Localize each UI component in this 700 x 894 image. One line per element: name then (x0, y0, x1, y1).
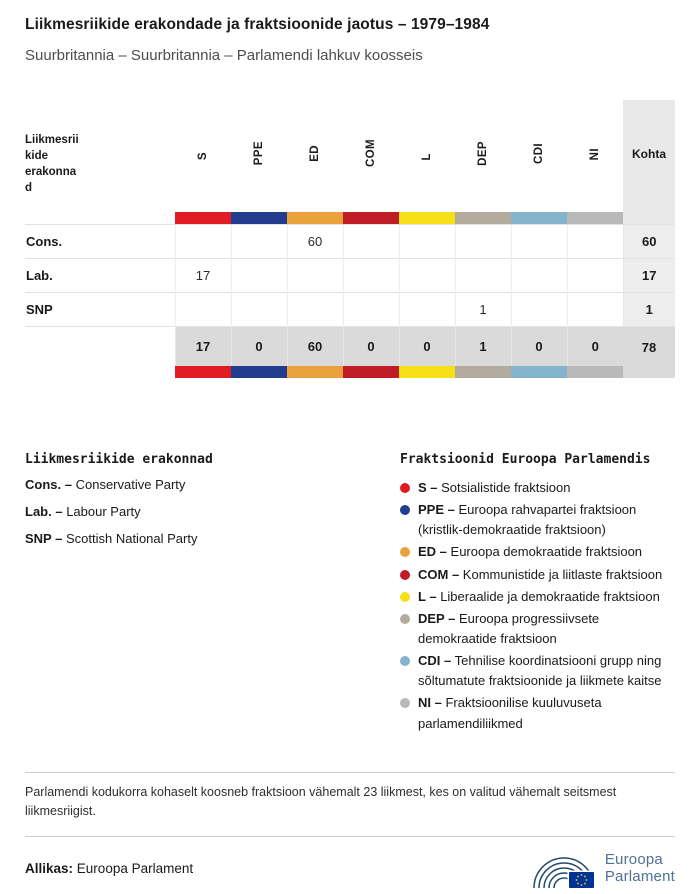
value-cell (511, 224, 567, 258)
color-bar-segment (399, 212, 455, 224)
group-column-header: L (421, 152, 433, 160)
value-cell (511, 292, 567, 326)
group-column-header: DEP (477, 141, 489, 166)
value-cell (343, 258, 399, 292)
value-cell (175, 224, 231, 258)
color-bar-segment (231, 212, 287, 224)
totals-value-cell: 0 (399, 326, 455, 366)
bottom-bar (25, 845, 675, 891)
group-color-dot-icon (400, 570, 410, 580)
value-cell: 1 (455, 292, 511, 326)
spacer-cell (25, 366, 175, 378)
footnote-band (25, 772, 675, 838)
color-bar-segment (287, 212, 343, 224)
party-row (25, 292, 675, 326)
source-value: Euroopa Parlament (76, 860, 194, 876)
group-column-header: NI (589, 147, 601, 160)
group-column-header: PPE (253, 141, 265, 166)
value-cell (567, 224, 623, 258)
group-color-dot-icon (400, 656, 410, 666)
color-bar-segment (455, 366, 511, 378)
legend-item: Cons. – Conservative Party (25, 477, 186, 492)
group-color-dot-icon (400, 592, 410, 602)
group-column-header: ED (309, 145, 321, 162)
party-name-cell: Lab. (25, 258, 175, 292)
legend-item: SNP – Scottish National Party (25, 531, 198, 547)
totals-value-cell: 1 (455, 326, 511, 366)
logo-line-1: Euroopa (604, 850, 663, 868)
value-cell (231, 258, 287, 292)
page-title: Liikmesriikide erakondade ja fraktsioonide jaotus – 1979–1984 (25, 16, 490, 33)
totals-row (25, 326, 675, 366)
groups-legend-title: Fraktsioonid Euroopa Parlamendis (400, 452, 651, 467)
totals-color-bar (25, 366, 675, 378)
color-bar-segment (287, 366, 343, 378)
value-cell (343, 224, 399, 258)
source-label: Allikas: (25, 860, 74, 876)
value-cell (231, 292, 287, 326)
totals-value-cell: 0 (343, 326, 399, 366)
page-subtitle: Suurbritannia – Suurbritannia – Parlamendi lahkuv koosseis (25, 47, 423, 64)
groups-legend-list (400, 478, 675, 734)
legend-item: DEP – Euroopa progressiivsete demokraatide fraktsioon (400, 609, 675, 649)
color-bar-segment (343, 212, 399, 224)
logo-line-2: Parlament (604, 868, 675, 886)
value-cell: 60 (287, 224, 343, 258)
seats-column-header: Kohta (623, 100, 675, 224)
legend-item: ED – Euroopa demokraatide fraktsioon (400, 542, 675, 562)
value-cell (399, 224, 455, 258)
legend-item: CDI – Tehnilise koordinatsiooni grupp ning sõltumatute fraktsioonide ja liikmete kaitse (400, 651, 675, 691)
color-bar-segment (567, 366, 623, 378)
seats-value-cell: 17 (623, 258, 675, 292)
group-column-header: CDI (533, 142, 545, 164)
party-row (25, 224, 675, 258)
value-cell (455, 224, 511, 258)
color-bar-segment (455, 212, 511, 224)
hemicycle-flag-icon (532, 847, 596, 889)
parties-legend-title: Liikmesriikide erakonnad (25, 452, 213, 467)
color-bar-segment (511, 212, 567, 224)
parties-legend (25, 452, 400, 736)
group-color-dot-icon (400, 483, 410, 493)
group-color-dot-icon (400, 505, 410, 515)
color-bar-segment (399, 366, 455, 378)
totals-value-cell: 0 (511, 326, 567, 366)
footnote-text: Parlamendi kodukorra kohaselt koosneb fraktsioon vähemalt 23 liikmest, kes on valitud vähemalt seitsmest liikmesriigist. (25, 784, 617, 819)
grand-total-cell: 78 (623, 326, 675, 378)
source-line (25, 861, 193, 876)
value-cell (567, 292, 623, 326)
totals-value-cell: 60 (287, 326, 343, 366)
legend-item: NI – Fraktsioonilise kuuluvuseta parlamendiliikmed (400, 693, 675, 733)
legend-item: Lab. – Labour Party (25, 504, 141, 520)
value-cell (343, 292, 399, 326)
group-color-dot-icon (400, 698, 410, 708)
legend-section (25, 452, 675, 736)
seat-distribution-table (25, 100, 675, 378)
legend-item: L – Liberaalide ja demokraatide fraktsioon (400, 587, 675, 607)
value-cell (287, 292, 343, 326)
color-bar-segment (175, 212, 231, 224)
legend-item: COM – Kommunistide ja liitlaste fraktsioon (400, 565, 675, 585)
value-cell (567, 258, 623, 292)
totals-value-cell: 0 (231, 326, 287, 366)
logo-wordmark (605, 851, 675, 886)
group-color-dot-icon (400, 614, 410, 624)
legend-item: PPE – Euroopa rahvapartei fraktsioon (kristlik-demokraatide fraktsioon) (400, 500, 675, 540)
spacer-cell (25, 212, 175, 224)
seats-value-cell: 1 (623, 292, 675, 326)
value-cell (511, 258, 567, 292)
seats-value-cell: 60 (623, 224, 675, 258)
spacer-cell (25, 326, 175, 366)
european-parliament-logo (532, 847, 675, 889)
value-cell (175, 292, 231, 326)
row-header-cell (25, 100, 175, 212)
color-bar-segment (231, 366, 287, 378)
legend-item: S – Sotsialistide fraktsioon (400, 478, 675, 498)
color-bar-segment (175, 366, 231, 378)
group-column-header: COM (365, 139, 377, 168)
value-cell (399, 292, 455, 326)
value-cell: 17 (175, 258, 231, 292)
totals-value-cell: 17 (175, 326, 231, 366)
color-bar-segment (343, 366, 399, 378)
party-name-cell: Cons. (25, 224, 175, 258)
row-header-label: Liikmesriikide erakonnad (25, 134, 79, 194)
totals-value-cell: 0 (567, 326, 623, 366)
value-cell (455, 258, 511, 292)
value-cell (287, 258, 343, 292)
party-name-cell: SNP (25, 292, 175, 326)
value-cell (399, 258, 455, 292)
party-row (25, 258, 675, 292)
group-column-header: S (197, 151, 209, 160)
groups-legend (400, 452, 675, 736)
value-cell (231, 224, 287, 258)
color-bar-segment (511, 366, 567, 378)
group-color-dot-icon (400, 547, 410, 557)
color-bar-segment (567, 212, 623, 224)
